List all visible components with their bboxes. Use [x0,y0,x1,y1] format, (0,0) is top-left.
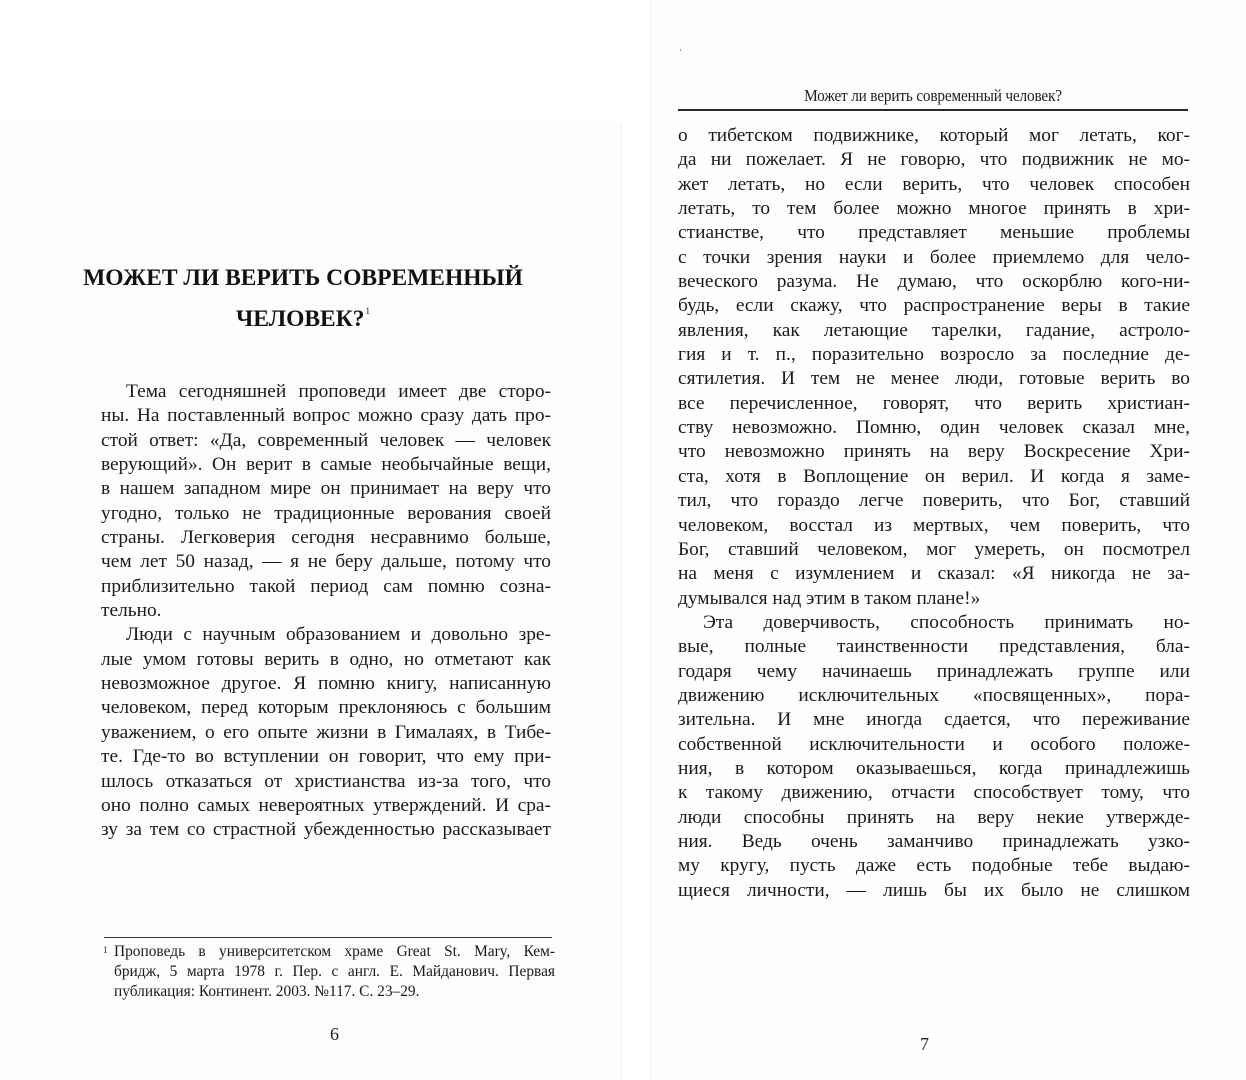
text-line: веческого разума. Не думаю, что оскорблю кого-ни- [678,271,1190,293]
text-line: о тибетском подвижнике, который мог летать, ког- [678,125,1190,146]
text-line: явления, как летающие тарелки, гадание, астроло- [678,319,1190,341]
page-number-left: 6 [330,1024,339,1044]
footnote-line: публикация: Континент. 2003. №117. С. 23–29. [114,983,420,1000]
text-line: Люди с научным образованием и довольно зре- [126,624,551,646]
text-line: на меня с изумлением и сказал: «Я никогда не за- [678,563,1190,585]
text-line: сятилетия. И тем не менее люди, готовые верить во [678,368,1190,390]
text-line: будь, если скажу, что распространение веры в такие [678,295,1190,317]
footnote-line: Проповедь в университетском храме Great St. Mary, Кем- [114,943,555,960]
text-line: ны. На поставленный вопрос можно сразу дать про- [101,405,551,427]
text-line: собственной исключительности и особого положе- [678,733,1190,755]
text-line: оно полно самых невероятных утверждений. И сра- [101,794,551,816]
chapter-title-line-1: МОЖЕТ ЛИ ВЕРИТЬ СОВРЕМЕННЫЙ [83,265,523,291]
left-page [0,122,622,1080]
right-page-body-text [678,124,1190,903]
text-line: лые умом готовы верить в одно, но отметают как [101,648,551,670]
text-line: думывался над этим в таком плане!» [678,587,981,609]
text-line: страны. Легковерия сегодня несравнимо больше, [101,527,551,549]
text-line: те. Где-то во вступлении он говорит, что ему при- [101,746,551,768]
text-line: уважением, о его опыте жизни в Гималаях, в Тибе- [101,721,551,743]
text-line: в нашем западном мире он принимает на веру что [101,478,551,500]
text-line: жет летать, но если верить, что человек способен [678,173,1190,195]
text-line: вые, полные таинственности представления, бла- [678,636,1190,658]
text-line: ству невозможно. Помню, один человек сказал мне, [678,417,1190,439]
text-line: движению исключительных «посвященных», пора- [678,684,1190,706]
text-line: да ни пожелает. Я не говорю, что подвижник не мо- [678,149,1190,171]
footnote-line: бридж, 5 марта 1978 г. Пер. с англ. Е. Майданович. Первая [114,963,555,980]
text-line: ния, в котором оказываешься, когда принадлежишь [678,757,1190,779]
text-line: с точки зрения науки и более приемлемо для чело- [678,246,1190,268]
chapter-title [60,262,546,336]
text-line: зу за тем со страстной убежденностью рассказывает [101,819,551,841]
text-line: Бог, ставший человеком, мог умереть, он посмотрел [678,538,1190,560]
running-head: Может ли верить современный человек? [804,86,1062,105]
page-number-right: 7 [920,1034,929,1054]
chapter-title-line-2-text: ЧЕЛОВЕК? [235,306,365,332]
text-line: стой ответ: «Да, современный человек — человек [101,429,551,451]
text-line: щиеся личности, — лишь бы их было не слишком [678,879,1190,901]
text-line: чем лет 50 назад, — я не беру дальше, потому что [101,551,551,573]
footnote-marker: 1 [103,945,108,955]
text-line: Эта доверчивость, способность принимать но- [703,611,1190,633]
text-line: ста, хотя в Воплощение он верил. И когда я заме- [678,465,1190,487]
scan-speck [680,49,681,51]
text-line: гия и т. п., поразительно возросло за последние де- [678,344,1190,366]
text-line: верующий». Он верит в самые необычайные вещи, [101,454,551,476]
running-head-rule [678,109,1188,111]
text-line: что невозможно принять на веру Воскресение Хри- [678,441,1190,463]
text-line: невозможное другое. Я помню книгу, написанную [101,673,551,695]
text-line: му кругу, пусть даже есть подобные тебе выдаю- [678,855,1190,877]
text-line: летать, то тем более можно многое принять в хри- [678,198,1190,220]
right-page [650,0,1246,1080]
chapter-title-line-2 [60,295,546,336]
text-line: годаря чему начинаешь принадлежать группе или [678,660,1190,682]
footnote [103,942,555,1002]
text-line: тил, что гораздо легче поверить, что Бог, ставший [678,490,1190,512]
text-line: тельно. [101,600,162,622]
text-line: шлось отказаться от христианства из-за того, что [101,770,551,792]
text-line: угодно, только не традиционные верования своей [101,502,551,524]
text-line: зительна. И мне иногда сдается, что переживание [678,709,1190,731]
text-line: приблизительно такой период сам помню созна- [101,575,551,597]
text-line: все перечисленное, говорят, что верить христиан- [678,392,1190,414]
text-line: люди способны принять на веру некие утвержде- [678,806,1190,828]
text-line: Тема сегодняшней проповеди имеет две сторо- [126,381,551,402]
text-line: человеком, перед которым преклоняюсь с большим [101,697,551,719]
footnote-divider [104,937,552,938]
text-line: к такому движению, отчасти способствует тому, что [678,782,1190,804]
left-page-body-text [101,380,551,843]
text-line: ния. Ведь очень заманчиво принадлежать узко- [678,830,1190,852]
text-line: человеком, восстал из мертвых, чем поверить, что [678,514,1190,536]
text-line: стианстве, что представляет меньшие проблемы [678,222,1190,244]
footnote-reference[interactable]: 1 [365,306,371,316]
